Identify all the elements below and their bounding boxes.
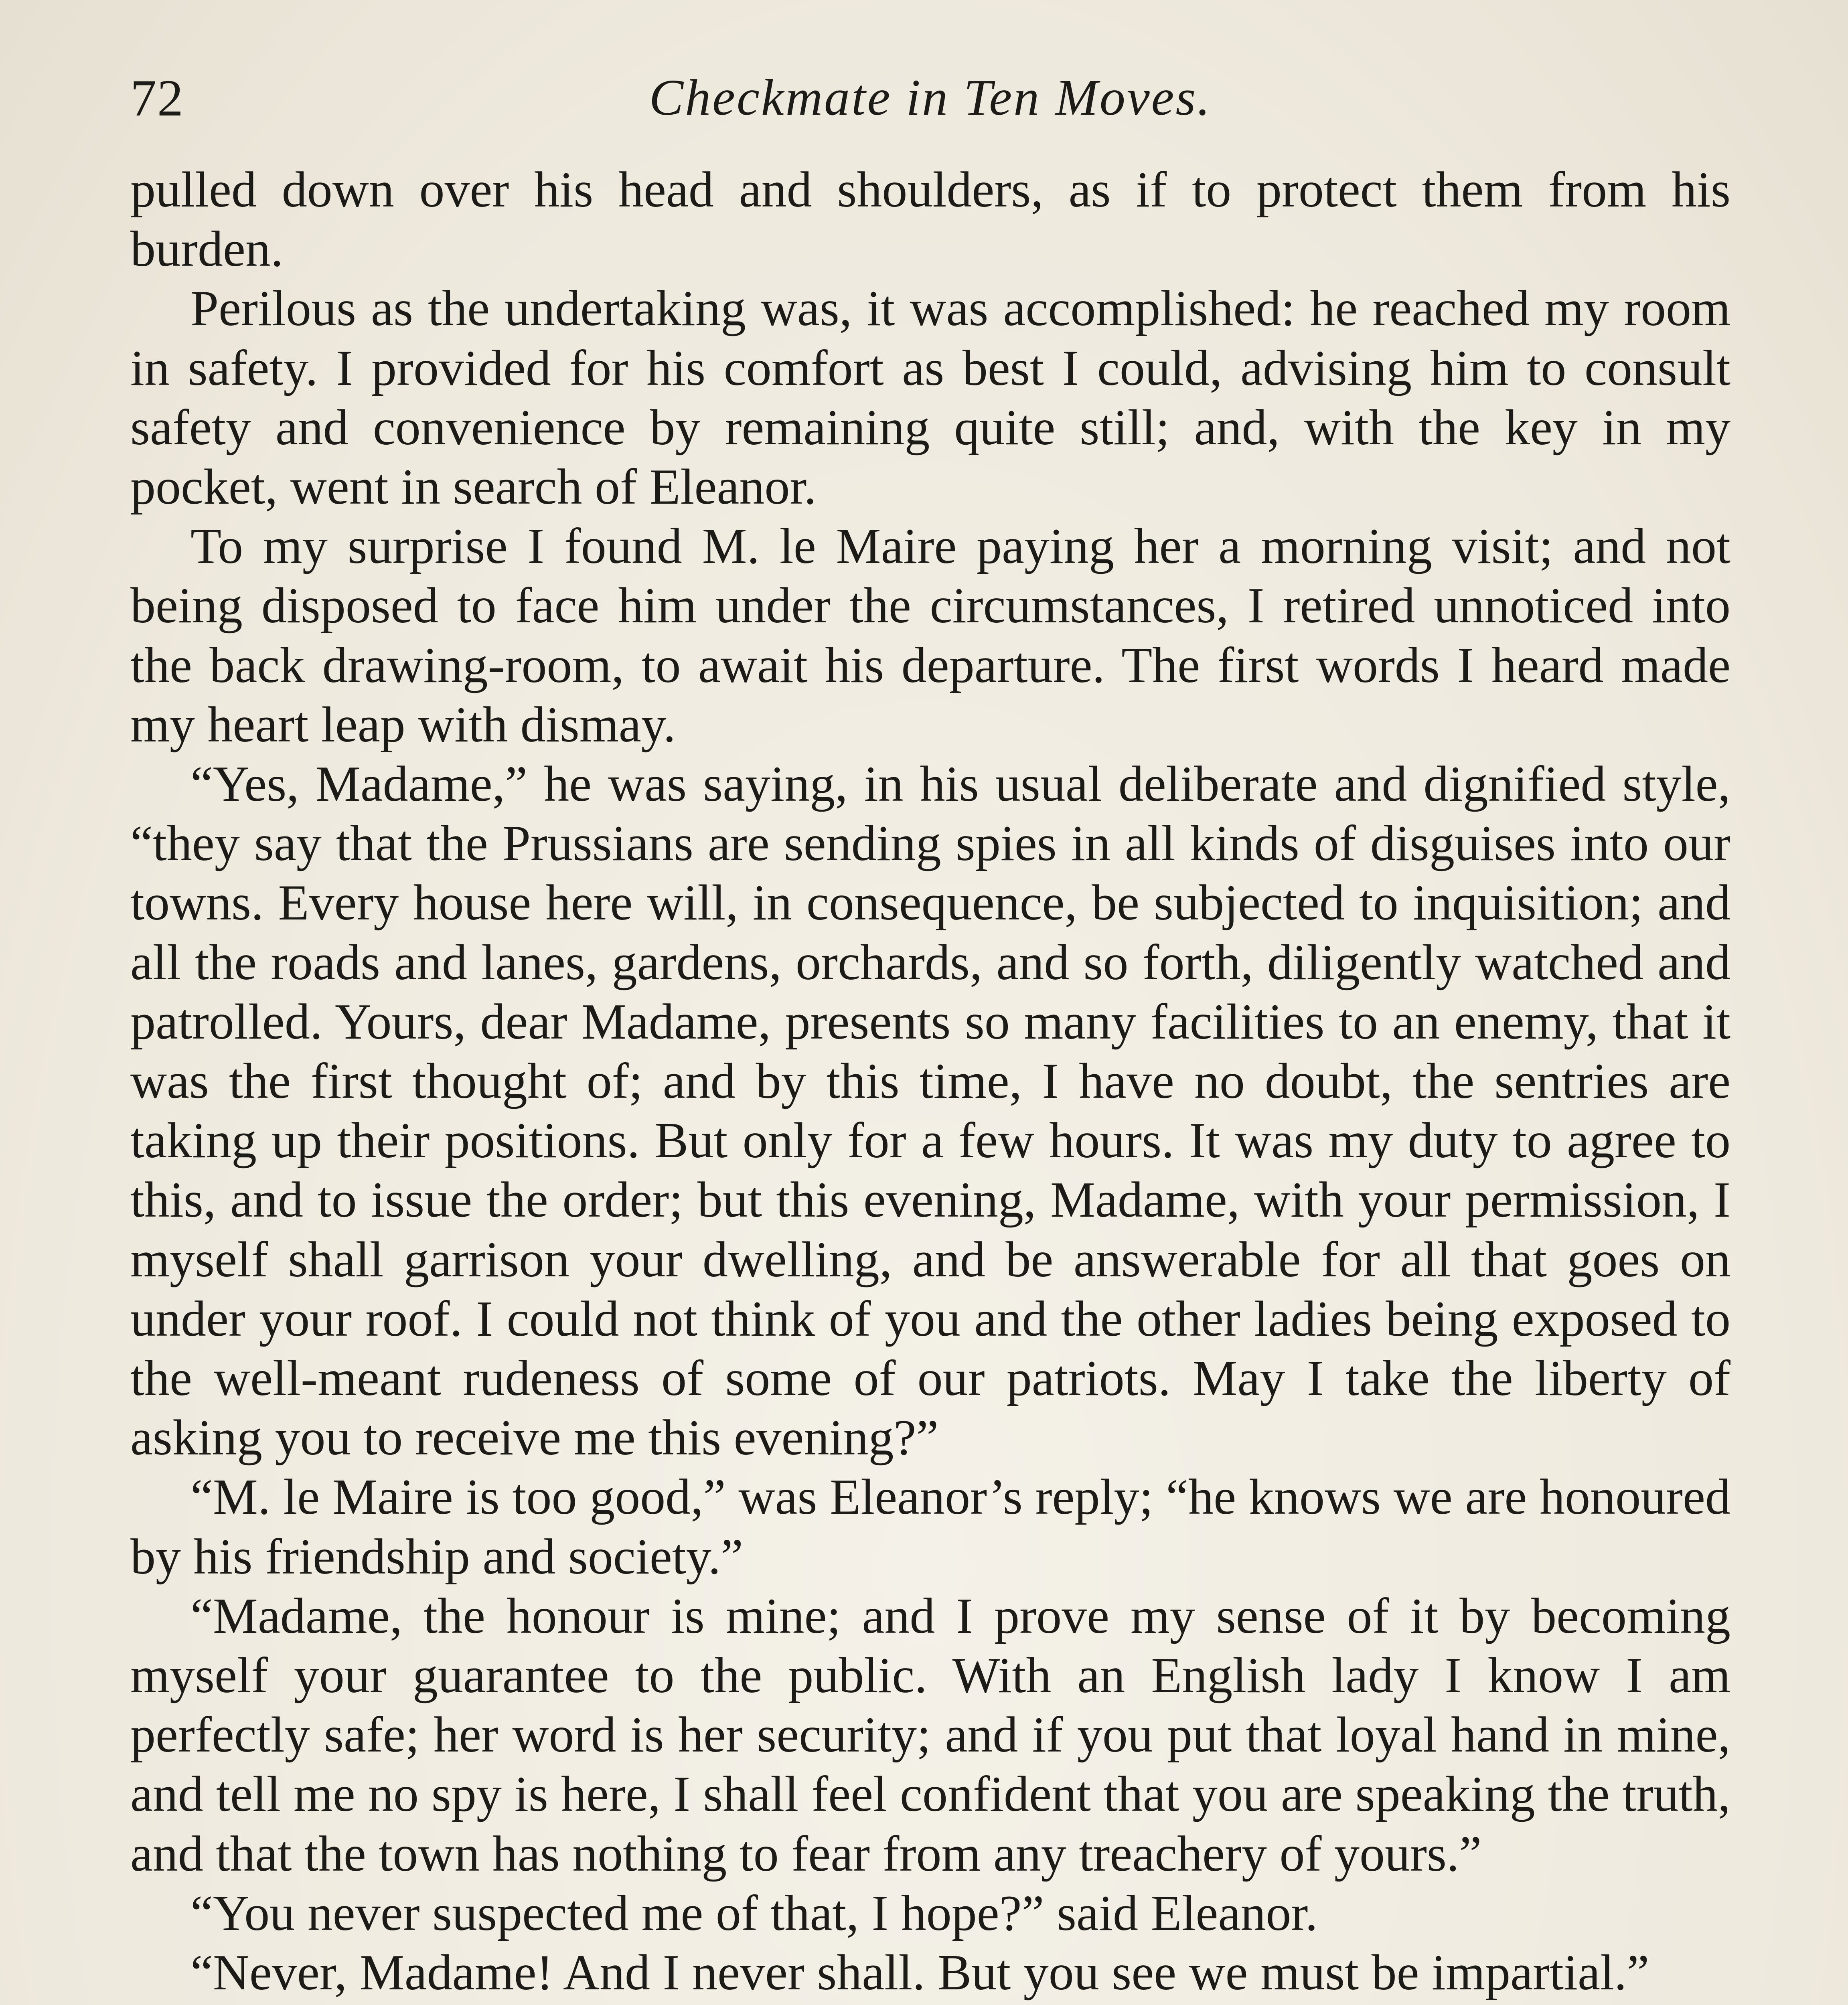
page-header	[130, 60, 1730, 160]
paragraph: pulled down over his head and shoulders, as if to protect them from his burden.	[130, 162, 1730, 277]
paragraph: “You never suspected me of that, I hope?” said Eleanor.	[190, 1885, 1318, 1941]
paragraph	[130, 2003, 1730, 2005]
paragraph: Perilous as the undertaking was, it was accomplished: he reached my room in safety. I provided for his comfort as best I could, advising him to consult safety and convenience by remaining quite still; and, with the key in my pocket, went in search of Eleanor.	[130, 281, 1730, 515]
paragraph: “Madame, the honour is mine; and I prove my sense of it by becoming myself your guarantee to the public. With an English lady I know I am perfectly safe; her word is her security; and if you put that loyal hand in mine, and tell me no spy is here, I shall feel confident that you are speaking the truth, and that the town has nothing to fear from any treachery of yours.”	[130, 1588, 1730, 1882]
paragraph: “Yes, Madame,” he was saying, in his usual deliberate and dignified style, “they say that the Prussians are sending spies in all kinds of disguises into our towns. Every house here will, in consequence, be subjected to inquisition; and all the roads and lanes, gardens, orchards, and so forth, diligently watched and patrolled. Yours, dear Madame, presents so many facilities to an enemy, that it was the first thought of; and by this time, I have no doubt, the sentries are taking up their positions. But only for a few hours. It was my duty to agree to this, and to issue the order; but this evening, Madame, with your permission, I myself shall garrison your dwelling, and be answerable for all that goes on under your roof. I could not think of you and the other ladies being exposed to the well-meant rudeness of some of our patriots. May I take the liberty of asking you to receive me this evening?”	[130, 756, 1730, 1466]
paragraph: “Never, Madame! And I never shall. But you see we must be impartial.”	[190, 1945, 1649, 2001]
body-text	[130, 160, 1730, 2005]
paragraph: “M. le Maire is too good,” was Eleanor’s reply; “he knows we are honoured by his friendship and society.”	[130, 1469, 1730, 1585]
paragraph: To my surprise I found M. le Maire paying her a morning visit; and not being disposed to face him under the circumstances, I retired unnoticed into the back drawing-room, to await his departure. The first words I heard made my heart leap with dismay.	[130, 518, 1730, 753]
running-title: Checkmate in Ten Moves.	[649, 69, 1212, 126]
book-page	[130, 60, 1730, 2005]
page-number: 72	[130, 69, 184, 127]
